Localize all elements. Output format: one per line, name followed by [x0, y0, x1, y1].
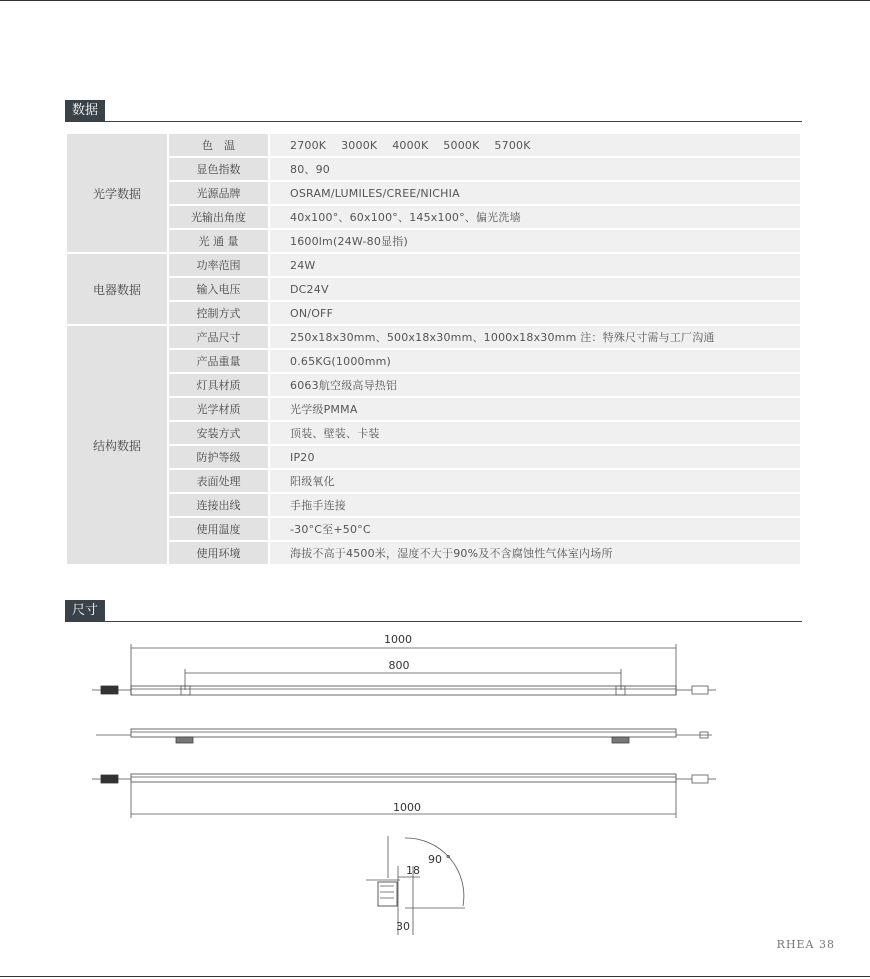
- bottom-length-label: 1000: [393, 801, 421, 814]
- mount-spacing-label: 800: [388, 659, 410, 672]
- connector-left: [101, 686, 118, 694]
- spec-label: 安装方式: [168, 421, 269, 445]
- profile-height-label: 30: [396, 920, 410, 933]
- spec-group-name: 电器数据: [66, 253, 168, 325]
- mounting-bracket: [612, 737, 629, 743]
- spec-value: 1600lm(24W-80显指): [269, 229, 801, 253]
- spec-label: 产品尺寸: [168, 325, 269, 349]
- spec-value: 2700K 3000K 4000K 5000K 5700K: [269, 133, 801, 157]
- spec-label: 防护等级: [168, 445, 269, 469]
- mounting-bracket: [176, 737, 193, 743]
- spec-value: OSRAM/LUMILES/CREE/NICHIA: [269, 181, 801, 205]
- spec-value: DC24V: [269, 277, 801, 301]
- spec-value: 40x100°、60x100°、145x100°、偏光洗墙: [269, 205, 801, 229]
- spec-label: 连接出线: [168, 493, 269, 517]
- spec-value: -30°C至+50°C: [269, 517, 801, 541]
- side-view: [96, 729, 712, 743]
- spec-value: 顶装、壁装、卡装: [269, 421, 801, 445]
- spec-label: 显色指数: [168, 157, 269, 181]
- spec-label: 光输出角度: [168, 205, 269, 229]
- spec-label: 输入电压: [168, 277, 269, 301]
- spec-label: 光学材质: [168, 397, 269, 421]
- mounting-clip: [181, 686, 190, 695]
- spec-label: 控制方式: [168, 301, 269, 325]
- spec-label: 灯具材质: [168, 373, 269, 397]
- spec-group-name: 结构数据: [66, 325, 168, 565]
- profile-section: [366, 836, 465, 935]
- spec-value: 光学级PMMA: [269, 397, 801, 421]
- spec-label: 使用温度: [168, 517, 269, 541]
- connector-right: [692, 686, 708, 694]
- spec-label: 色 温: [168, 133, 269, 157]
- spec-label: 光 通 量: [168, 229, 269, 253]
- data-section-title: 数据: [65, 100, 105, 122]
- connector-right: [692, 775, 708, 783]
- bottom-border: [0, 976, 870, 977]
- spec-label: 产品重量: [168, 349, 269, 373]
- connector-left: [101, 775, 118, 783]
- spec-value: IP20: [269, 445, 801, 469]
- spec-value: 0.65KG(1000mm): [269, 349, 801, 373]
- fixture-body: [131, 729, 676, 737]
- spec-label: 功率范围: [168, 253, 269, 277]
- spec-value: ON/OFF: [269, 301, 801, 325]
- profile-width-label: 18: [406, 864, 420, 877]
- spec-value: 80、90: [269, 157, 801, 181]
- top-length-label: 1000: [384, 633, 412, 646]
- mounting-clip: [616, 686, 625, 695]
- spec-value: 阳级氧化: [269, 469, 801, 493]
- fixture-body: [131, 686, 676, 695]
- spec-label: 使用环境: [168, 541, 269, 565]
- spec-label: 光源品牌: [168, 181, 269, 205]
- spec-value: 250x18x30mm、500x18x30mm、1000x18x30mm 注：特殊尺寸需与工厂沟通: [269, 325, 801, 349]
- profile-detail: [380, 886, 394, 898]
- spec-value: 24W: [269, 253, 801, 277]
- beam-angle-label: 90 °: [428, 853, 451, 866]
- spec-value: 手拖手连接: [269, 493, 801, 517]
- spec-value: 6063航空级高导热铝: [269, 373, 801, 397]
- size-section-title: 尺寸: [65, 600, 105, 622]
- spec-value: 海拔不高于4500米，湿度不大于90%及不含腐蚀性气体室内场所: [269, 541, 801, 565]
- spec-label: 表面处理: [168, 469, 269, 493]
- page-folio: RHEA 38: [776, 938, 835, 951]
- spec-group-name: 光学数据: [66, 133, 168, 253]
- fixture-body: [131, 774, 676, 782]
